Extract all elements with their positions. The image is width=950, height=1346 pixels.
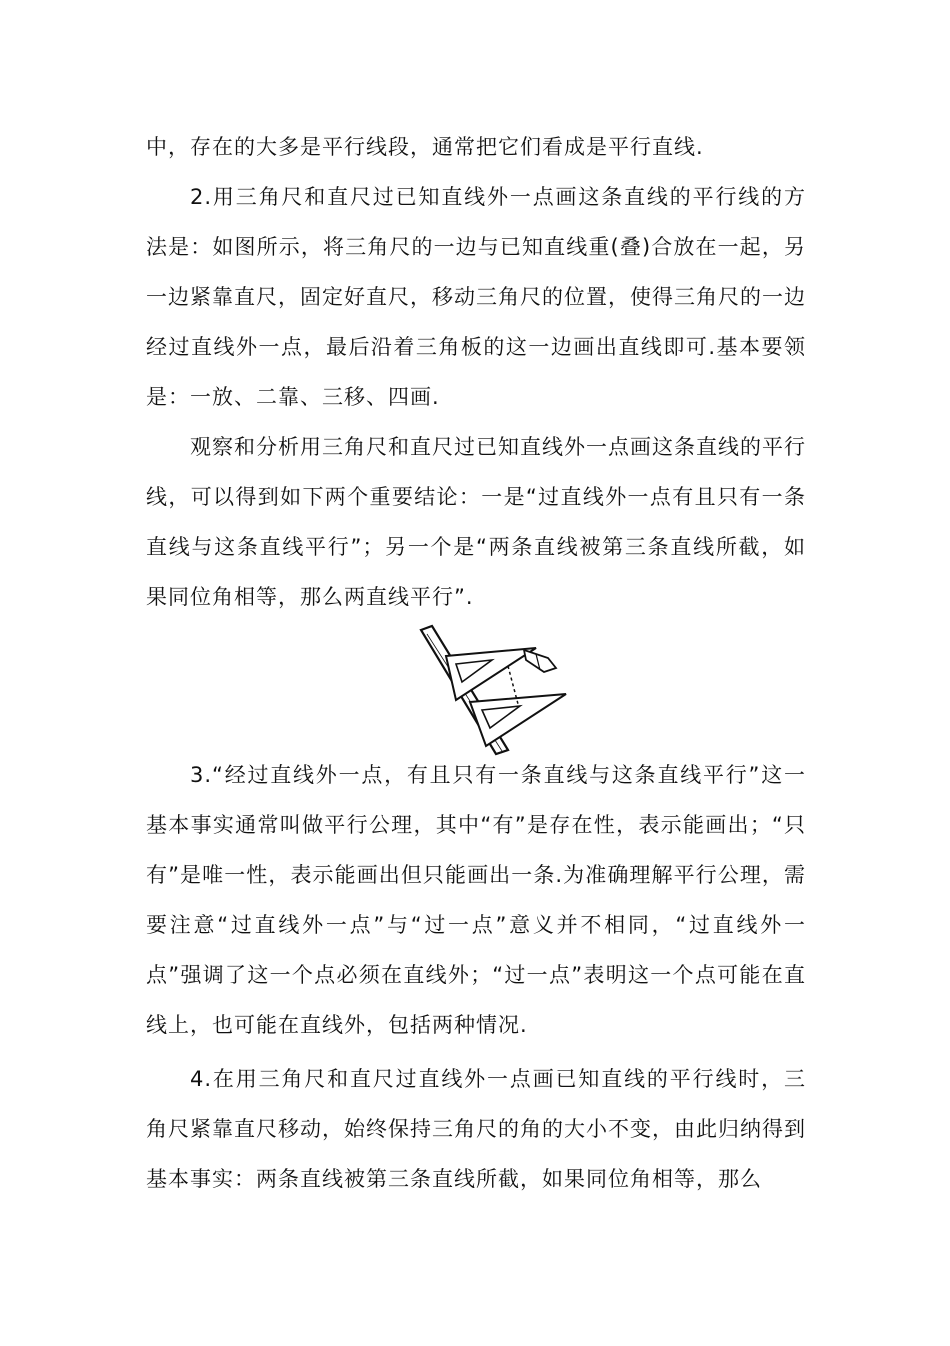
paragraph-continuation: 中，存在的大多是平行线段，通常把它们看成是平行直线.	[146, 135, 704, 159]
paragraph-point-4: 4.在用三角尺和直尺过直线外一点画已知直线的平行线时，三角尺紧靠直尺移动，始终保持三角尺的角的大小不变，由此归纳得到基本事实：两条直线被第三条直线所截，如果同位角相等，那么	[146, 1067, 806, 1191]
paragraph-observation: 观察和分析用三角尺和直尺过已知直线外一点画这条直线的平行线，可以得到如下两个重要结论：一是“过直线外一点有且只有一条直线与这条直线平行”；另一个是“两条直线被第三条直线所截，如果同位角相等，那么两直线平行”.	[146, 435, 806, 609]
paragraph-point-2: 2.用三角尺和直尺过已知直线外一点画这条直线的平行线的方法是：如图所示，将三角尺的一边与已知直线重(叠)合放在一起，另一边紧靠直尺，固定好直尺，移动三角尺的位置，使得三角尺的一边经过直线外一点，最后沿着三角板的这一边画出直线即可.基本要领是：一放、二靠、三移、四画.	[146, 185, 806, 409]
ruler-triangle-diagram	[416, 624, 568, 756]
paragraph-point-3: 3.“经过直线外一点，有且只有一条直线与这条直线平行”这一基本事实通常叫做平行公理，其中“有”是存在性，表示能画出；“只有”是唯一性，表示能画出但只能画出一条.为准确理解平行公理，需要注意“过直线外一点”与“过一点”意义并不相同，“过直线外一点”强调了这一个点必须在直线外；“过一点”表明这一个点可能在直线上，也可能在直线外，包括两种情况.	[146, 763, 806, 1037]
ruler-triangle-figure	[416, 624, 568, 756]
